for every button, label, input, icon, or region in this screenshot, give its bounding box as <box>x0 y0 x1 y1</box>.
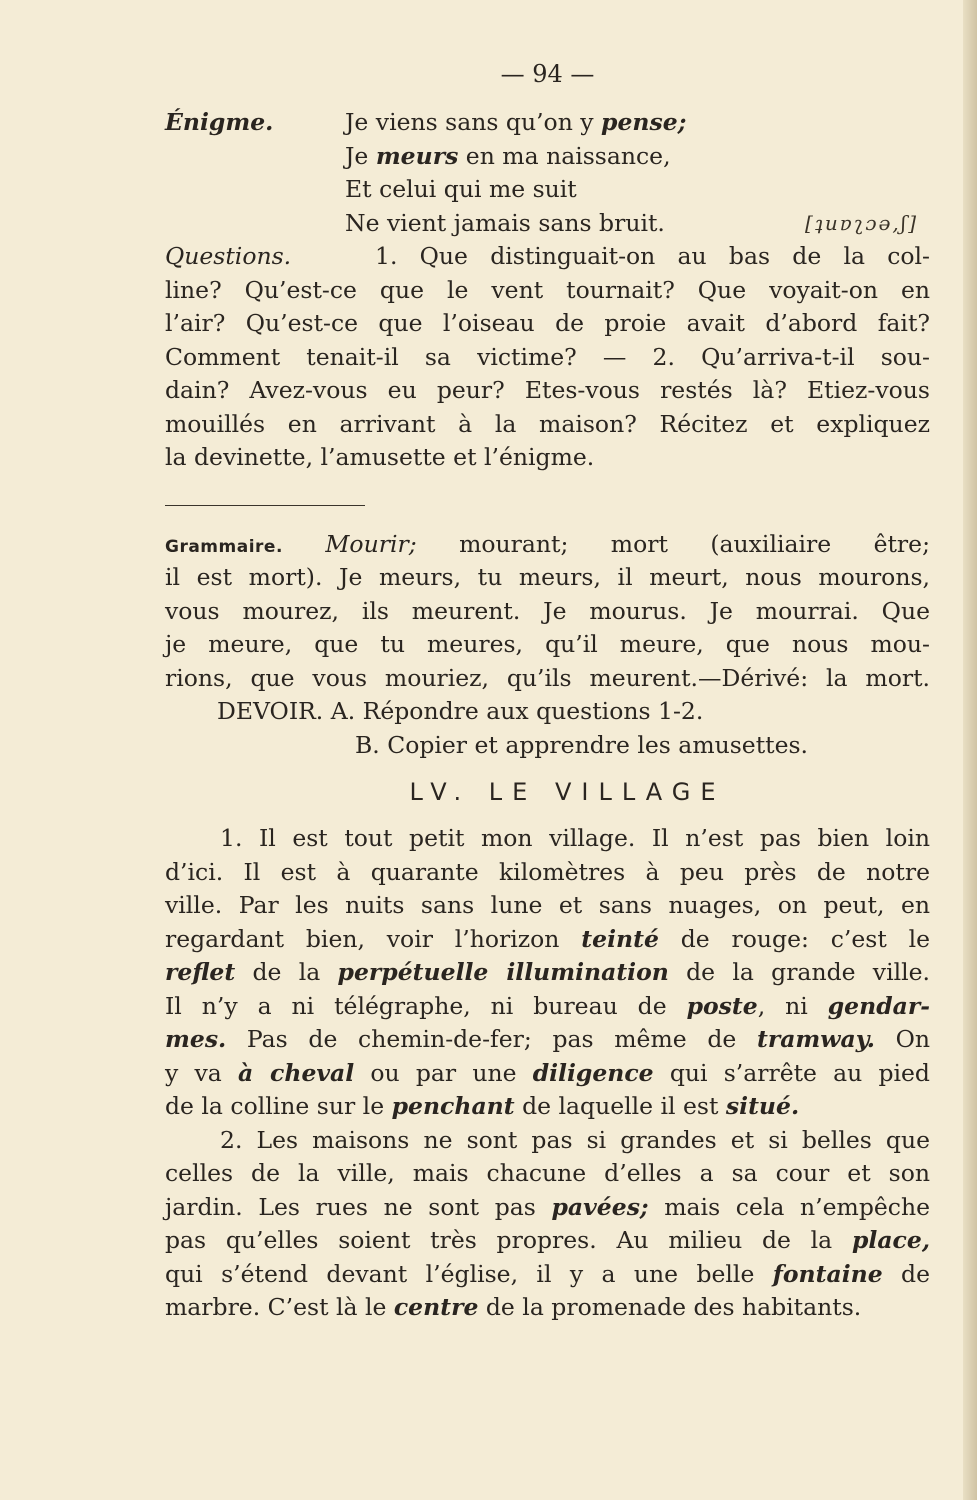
paragraph-line <box>165 990 930 1024</box>
paragraph-line <box>165 1124 930 1158</box>
paragraph-line <box>165 1191 930 1225</box>
grammaire-line: il est mort). Je meurs, tu meurs, il meurt, nous mourons, <box>165 563 930 591</box>
vocab-term: mes. <box>165 1025 227 1053</box>
text-run: Il n’y a ni télégraphe, ni bureau de <box>165 991 687 1020</box>
paragraph-line <box>165 923 930 957</box>
questions-line: mouillés en arrivant à la maison? Récitez et expliquez <box>165 409 930 438</box>
enigme-line: Énigme. Je viens sans qu’on y pense; <box>165 106 930 140</box>
questions-line: dain? Avez-vous eu peur? Etes-vous restés là? Etiez-vous <box>165 376 930 404</box>
vocab-term: situé. <box>725 1092 800 1120</box>
paragraph-line <box>165 822 930 856</box>
paragraph-line <box>165 1090 930 1124</box>
vocab-term: tramway. <box>756 1025 875 1053</box>
grammaire-label: Grammaire. <box>165 536 283 557</box>
text-run: de <box>882 1259 931 1288</box>
paragraph-1 <box>165 822 930 1124</box>
devoir-block <box>165 695 930 762</box>
text-run: 1. Il est tout petit mon village. Il n’est pas bien loin <box>220 824 930 852</box>
paragraph-line <box>165 889 930 923</box>
vocab-term: poste <box>686 991 758 1020</box>
text-run: ou par une <box>354 1058 533 1087</box>
paragraph-line <box>165 956 930 990</box>
section-title: LV. LE VILLAGE <box>409 778 726 806</box>
paragraph-line <box>165 1023 930 1057</box>
vocab-term: pavées; <box>551 1192 649 1221</box>
enigme-label: Énigme. <box>165 108 274 136</box>
vocab-term: reflet <box>165 958 236 986</box>
vocab-term: diligence <box>532 1058 654 1087</box>
questions-line: line? Qu’est-ce que le vent tournait? Que voyait-on en <box>165 275 930 304</box>
grammaire-line: je meure, que tu meures, qu’il meure, que nous mou- <box>165 630 930 658</box>
grammaire-block <box>165 528 930 696</box>
grammaire-line: vous mourez, ils meurent. Je mourus. Je mourrai. Que <box>165 596 930 625</box>
devoir-b: B. Copier et apprendre les amusettes. <box>355 730 809 759</box>
paragraph-line <box>165 1057 930 1091</box>
paragraph-line <box>165 1224 930 1258</box>
questions-line: la devinette, l’amusette et l’énigme. <box>165 443 595 471</box>
paragraph-line <box>165 1291 930 1325</box>
grammaire-line: rions, que vous mouriez, qu’ils meurent.—Dérivé: la mort. <box>165 663 930 692</box>
paragraph-line <box>165 1258 930 1292</box>
questions-label: Questions. <box>165 242 292 270</box>
enigme-line: Ne vient jamais sans bruit. [ʇuɐʅɔǝ,ʃ] <box>165 207 930 241</box>
enigme-answer: [ʇuɐʅɔǝ,ʃ] <box>805 210 919 235</box>
text-run: d’ici. Il est à quarante kilomètres à peu près de notre <box>165 857 930 886</box>
divider-rule <box>165 505 365 506</box>
text-run: de laquelle il est <box>514 1092 726 1120</box>
vocab-term: teinté <box>581 924 659 953</box>
paragraph-2 <box>165 1124 930 1325</box>
text-run: de la grande ville. <box>668 958 931 986</box>
text-run: qui s’arrête au pied <box>653 1058 930 1087</box>
vocab-term: centre <box>393 1293 479 1321</box>
questions-line: Questions. 1. Que distinguait-on au bas de la col- <box>165 240 930 274</box>
text-run: celles de la ville, mais chacune d’elles a sa cour et son <box>165 1159 930 1187</box>
enigme-line: Je meurs en ma naissance, <box>345 141 671 170</box>
text-run: de la <box>235 958 338 986</box>
questions-line: l’air? Qu’est-ce que l’oiseau de proie avait d’abord fait? <box>165 309 930 337</box>
text-run: de rouge: c’est le <box>658 924 931 953</box>
enigme-line: Et celui qui me suit <box>345 175 577 203</box>
paragraph-line <box>165 856 930 890</box>
text-run: marbre. C’est là le <box>165 1293 394 1321</box>
vocab-term: penchant <box>391 1092 515 1120</box>
text-run: 2. Les maisons ne sont pas si grandes et si belles que <box>220 1125 930 1154</box>
enigme-block <box>165 106 930 240</box>
text-run: qui s’étend devant l’église, il y a une belle <box>165 1259 773 1288</box>
vocab-term: gendar- <box>827 991 930 1020</box>
page-content <box>165 58 930 1325</box>
vocab-term: à cheval <box>237 1058 355 1087</box>
text-run: jardin. Les rues ne sont pas <box>165 1192 552 1221</box>
text-run: y va <box>165 1058 238 1087</box>
text-run: Pas de chemin-de-fer; pas même de <box>226 1025 757 1053</box>
paragraph-line <box>165 1157 930 1191</box>
questions-block <box>165 240 930 475</box>
devoir-a: DEVOIR. A. Répondre aux questions 1-2. <box>217 697 704 725</box>
page-number: — 94 — <box>500 60 595 88</box>
text-run: , ni <box>757 991 828 1020</box>
text-run: mais cela n’empêche <box>648 1192 930 1221</box>
grammaire-verb: Mourir; <box>325 529 417 558</box>
text-run: de la promenade des habitants. <box>478 1293 862 1321</box>
page-edge <box>963 0 977 1500</box>
vocab-term: place, <box>851 1226 930 1254</box>
text-run: de la colline sur le <box>165 1092 392 1120</box>
text-run: ville. Par les nuits sans lune et sans nuages, on peut, en <box>165 891 930 919</box>
text-run: pas qu’elles soient très propres. Au milieu de la <box>165 1226 852 1254</box>
grammaire-line: Grammaire. Mourir; mourant; mort (auxiliaire être; <box>165 529 930 558</box>
questions-line: Comment tenait-il sa victime? — 2. Qu’arriva-t-il sou- <box>165 342 930 371</box>
text-run: regardant bien, voir l’horizon <box>165 924 582 953</box>
vocab-term: fontaine <box>772 1259 883 1288</box>
vocab-term: perpétuelle illumination <box>337 958 669 986</box>
text-run: On <box>874 1025 930 1053</box>
